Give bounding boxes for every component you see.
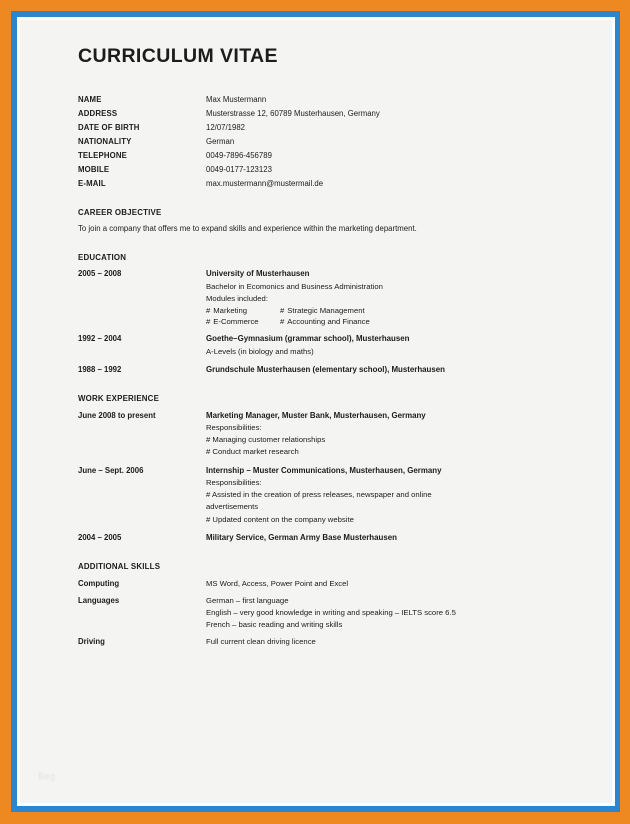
detail-label: ADDRESS: [78, 109, 118, 119]
skill-line: Full current clean driving licence: [206, 637, 316, 647]
detail-row-date-of-birth: [78, 122, 598, 133]
skill-line: German – first language: [206, 595, 289, 605]
skill-row-computing: [78, 578, 598, 590]
skill-label: Languages: [78, 595, 120, 605]
detail-value: Musterstrasse 12, 60789 Musterhausen, Germany: [206, 109, 380, 119]
detail-label: NATIONALITY: [78, 136, 132, 146]
responsibilities-label: Responsibilities:: [206, 478, 262, 488]
personal-details-table: [78, 94, 598, 189]
entry-body: [206, 364, 598, 376]
education-entry: [78, 364, 598, 376]
entry-body: [206, 410, 598, 459]
education-section: [78, 252, 598, 377]
detail-row-name: [78, 94, 598, 105]
detail-row-mobile: [78, 164, 598, 175]
entry-date: 2005 – 2008: [78, 269, 122, 279]
responsibility-item: # Assisted in the creation of press releases, newspaper and online: [206, 490, 432, 500]
responsibility-item: # Conduct market research: [206, 447, 299, 457]
detail-row-address: [78, 108, 598, 119]
detail-label: TELEPHONE: [78, 150, 128, 160]
module-cell: [280, 316, 370, 327]
section-heading-career-objective: CAREER OBJECTIVE: [78, 207, 162, 217]
detail-label: MOBILE: [78, 164, 110, 174]
entry-title: Internship – Muster Communications, Musterhausen, Germany: [206, 465, 442, 475]
additional-skills-section: [78, 561, 598, 648]
detail-value: German: [206, 136, 235, 146]
module-row: [206, 305, 598, 316]
detail-label: DATE OF BIRTH: [78, 123, 140, 133]
entry-date: 2004 – 2005: [78, 532, 122, 542]
work-entry: [78, 465, 598, 526]
module-cell: [280, 305, 365, 316]
entry-line: A-Levels (in biology and maths): [206, 346, 314, 356]
responsibility-item: # Updated content on the company website: [206, 514, 354, 524]
entry-title: Marketing Manager, Muster Bank, Musterhausen, Germany: [206, 410, 426, 420]
entry-date: 1992 – 2004: [78, 334, 122, 344]
responsibility-item-continuation: advertisements: [206, 502, 259, 512]
detail-value: max.mustermann@mustermail.de: [206, 178, 324, 188]
module-cell: [206, 305, 280, 316]
page-mat: [17, 17, 615, 806]
page-watermark: Beg: [38, 771, 56, 781]
entry-title: Goethe–Gymnasium (grammar school), Musterhausen: [206, 334, 410, 344]
skill-body: [206, 636, 598, 648]
education-entry: [78, 333, 598, 358]
entry-title: Military Service, German Army Base Musterhausen: [206, 532, 397, 542]
module-label: Strategic Management: [287, 305, 365, 315]
detail-value: 0049-7896-456789: [206, 150, 272, 160]
bullet-icon: #: [206, 305, 211, 315]
bullet-icon: #: [280, 305, 285, 315]
bullet-icon: #: [280, 317, 285, 327]
module-label: E-Commerce: [213, 317, 259, 327]
entry-body: [206, 532, 598, 544]
detail-row-nationality: [78, 136, 598, 147]
section-heading-work-experience: WORK EXPERIENCE: [78, 394, 160, 404]
skill-label: Computing: [78, 578, 120, 588]
entry-line: Modules included:: [206, 293, 268, 303]
entry-line: Bachelor in Ecomonics and Business Administration: [206, 281, 383, 291]
detail-row-email: [78, 178, 598, 189]
entry-title: University of Musterhausen: [206, 269, 310, 279]
skill-body: [206, 578, 598, 590]
entry-date: June 2008 to present: [78, 410, 156, 420]
detail-value: 0049-0177-123123: [206, 164, 272, 174]
module-label: Marketing: [213, 305, 248, 315]
section-heading-additional-skills: ADDITIONAL SKILLS: [78, 562, 161, 572]
module-label: Accounting and Finance: [287, 317, 370, 327]
work-experience-section: [78, 393, 598, 544]
cv-document: [78, 42, 598, 665]
entry-body: [206, 333, 598, 358]
career-objective-section: [78, 207, 598, 235]
entry-body: [206, 465, 598, 526]
entry-body: [206, 268, 598, 327]
skill-row-driving: [78, 636, 598, 648]
entry-date: 1988 – 1992: [78, 364, 122, 374]
skill-line: French – basic reading and writing skills: [206, 620, 343, 630]
detail-label: E-MAIL: [78, 178, 106, 188]
detail-value: 12/07/1982: [206, 123, 246, 133]
responsibilities-label: Responsibilities:: [206, 423, 262, 433]
skill-label: Driving: [78, 637, 105, 647]
bullet-icon: #: [206, 317, 211, 327]
page-title: CURRICULUM VITAE: [78, 45, 278, 67]
module-cell: [206, 316, 280, 327]
detail-label: NAME: [78, 95, 102, 105]
detail-value: Max Mustermann: [206, 95, 267, 105]
module-row: [206, 316, 598, 327]
education-entry: [78, 268, 598, 327]
cv-page: [20, 20, 612, 803]
skill-row-languages: [78, 595, 598, 631]
entry-title: Grundschule Musterhausen (elementary school), Musterhausen: [206, 364, 445, 374]
skill-line: English – very good knowledge in writing and speaking – IELTS score 6.5: [206, 607, 456, 617]
detail-row-telephone: [78, 150, 598, 161]
career-objective-text: To join a company that offers me to expand skills and experience within the marketing department.: [78, 224, 417, 234]
section-heading-education: EDUCATION: [78, 252, 127, 262]
decorative-inner-border: [11, 11, 620, 812]
skill-body: [206, 595, 598, 631]
entry-date: June – Sept. 2006: [78, 465, 144, 475]
work-entry: [78, 410, 598, 459]
responsibility-item: # Managing customer relationships: [206, 435, 326, 445]
skill-line: MS Word, Access, Power Point and Excel: [206, 578, 349, 588]
work-entry: [78, 532, 598, 544]
